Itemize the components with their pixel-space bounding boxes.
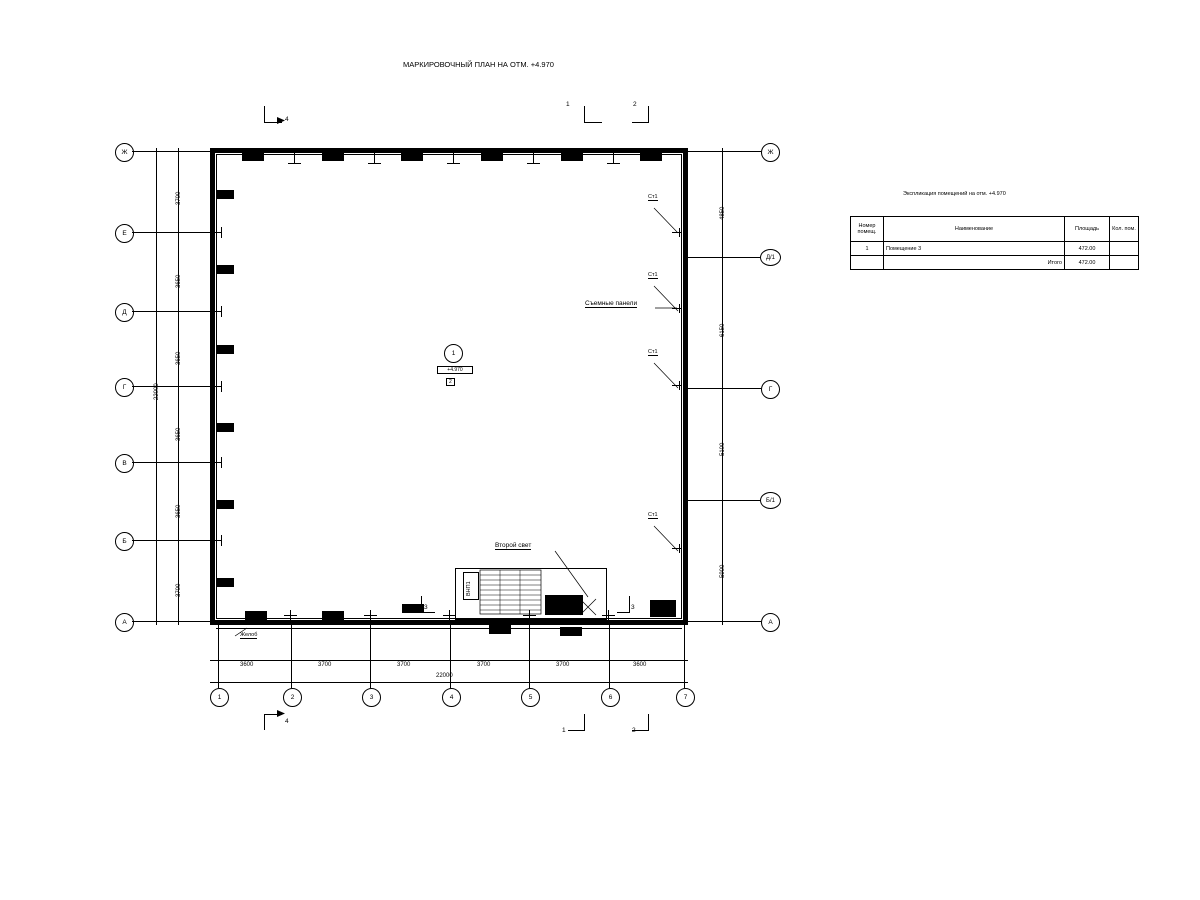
table-header-1: Наименование xyxy=(884,217,1065,242)
dim-left-5: 3700 xyxy=(176,583,182,597)
leader-removable-panels xyxy=(655,308,685,322)
axis-bubble-left-4: В xyxy=(115,454,134,473)
explication-table xyxy=(850,216,1139,270)
column-top-2 xyxy=(322,152,344,161)
column-left-4 xyxy=(216,423,234,432)
axis-bubble-left-0: Ж xyxy=(115,143,134,162)
axis-bubble-right-2: Г xyxy=(761,380,780,399)
column-top-3 xyxy=(401,152,423,161)
section-label-1-bottom: 1 xyxy=(562,727,566,734)
axis-bubble-right-0: Ж xyxy=(761,143,780,162)
table-cell-num: 1 xyxy=(851,242,884,256)
second-light-label: Второй свет xyxy=(495,542,532,549)
axis-bubble-right-1: Д/1 xyxy=(760,249,781,266)
axis-bubble-bottom-5: 6 xyxy=(601,688,620,707)
table-cell-count xyxy=(1110,242,1139,256)
dim-left-4: 3650 xyxy=(176,504,182,518)
stair-label: ВНП1 xyxy=(466,581,472,596)
table-header-row xyxy=(851,217,1139,242)
leader-st1-1 xyxy=(648,200,688,240)
column-top-5 xyxy=(561,152,583,161)
elevation-tag: +4.970 xyxy=(437,366,473,374)
dim-left-3: 3650 xyxy=(176,427,182,441)
wall-mark-st1-3: Ст1 xyxy=(648,349,658,355)
table-row xyxy=(851,256,1139,270)
dim-bottom-2: 3700 xyxy=(397,662,411,668)
dim-bottom-3: 3700 xyxy=(477,662,491,668)
section-label-4-bottom: 4 xyxy=(285,718,289,725)
wall-mark-st1-2: Ст1 xyxy=(648,272,658,278)
wall-mark-st1-1: Ст1 xyxy=(648,194,658,200)
room-number-tag xyxy=(444,344,463,363)
dim-bottom-5: 3600 xyxy=(633,662,647,668)
column-left-5 xyxy=(216,500,234,509)
dim-right-2: 5100 xyxy=(720,442,726,456)
section-label-1-top: 1 xyxy=(566,101,570,108)
column-left-2 xyxy=(216,265,234,274)
column-top-4 xyxy=(481,152,503,161)
gutter-label: Желоб xyxy=(240,632,258,638)
column-bottom-1 xyxy=(245,611,267,620)
column-bottom-4 xyxy=(489,625,511,634)
axis-bubble-bottom-6: 7 xyxy=(676,688,695,707)
dim-bottom-0: 3600 xyxy=(240,662,254,668)
table-row xyxy=(851,242,1139,256)
page-title: МАРКИРОВОЧНЫЙ ПЛАН НА ОТМ. +4.970 xyxy=(403,60,554,69)
table-cell-area: 472.00 xyxy=(1065,256,1110,270)
table-header-0: Номер помещ. xyxy=(851,217,884,242)
room-square-tag: 2 xyxy=(446,378,455,386)
stair-flight xyxy=(480,570,542,615)
axis-bubble-left-1: Е xyxy=(115,224,134,243)
column-bottom-6 xyxy=(650,600,676,617)
axis-bubble-bottom-2: 3 xyxy=(362,688,381,707)
dim-bottom-total: 22000 xyxy=(436,673,453,679)
axis-bubble-left-5: Б xyxy=(115,532,134,551)
axis-bubble-left-3: Г xyxy=(115,378,134,397)
axis-bubble-right-4: А xyxy=(761,613,780,632)
table-cell-name: Помещение 3 xyxy=(884,242,1065,256)
axis-bubble-left-6: А xyxy=(115,613,134,632)
dim-right-3: 5900 xyxy=(720,564,726,578)
column-left-1 xyxy=(216,190,234,199)
column-left-6 xyxy=(216,578,234,587)
table-caption: Экспликация помещений на отм. +4.970 xyxy=(903,191,1006,197)
axis-bubble-bottom-3: 4 xyxy=(442,688,461,707)
table-cell-count xyxy=(1110,256,1139,270)
section-label-3-left: 3 xyxy=(424,604,428,611)
axis-bubble-bottom-1: 2 xyxy=(283,688,302,707)
dim-right-0: 4850 xyxy=(720,206,726,220)
leader-st1-4 xyxy=(648,518,688,558)
table-cell-num xyxy=(851,256,884,270)
column-left-3 xyxy=(216,345,234,354)
table-cell-name: Итого xyxy=(884,256,1065,270)
dim-left-0: 3700 xyxy=(176,191,182,205)
removable-panels-label: Съемные панели xyxy=(585,300,638,307)
column-top-6 xyxy=(640,152,662,161)
dim-left-total: 22000 xyxy=(154,383,160,400)
wall-top xyxy=(210,148,688,153)
column-bottom-2 xyxy=(322,611,344,620)
section-label-2-bottom: 2 xyxy=(632,727,636,734)
table-header-2: Площадь xyxy=(1065,217,1110,242)
axis-bubble-left-2: Д xyxy=(115,303,134,322)
axis-bubble-bottom-4: 5 xyxy=(521,688,540,707)
section-label-3-right: 3 xyxy=(631,604,635,611)
leader-st1-3 xyxy=(648,355,688,395)
axis-bubble-bottom-0: 1 xyxy=(210,688,229,707)
table-cell-area: 472.00 xyxy=(1065,242,1110,256)
axis-bubble-right-3: Б/1 xyxy=(760,492,781,509)
section-label-2-top: 2 xyxy=(633,101,637,108)
room-number-value: 1 xyxy=(451,350,456,357)
dim-left-1: 3650 xyxy=(176,274,182,288)
section-label-4-top: 4 xyxy=(285,116,289,123)
dim-bottom-4: 3700 xyxy=(556,662,570,668)
dim-right-1: 6150 xyxy=(720,323,726,337)
table-header-3: Кол. пом. xyxy=(1110,217,1139,242)
leader-second-light xyxy=(555,549,605,601)
column-top-1 xyxy=(242,152,264,161)
dim-left-2: 3650 xyxy=(176,351,182,365)
dim-bottom-1: 3700 xyxy=(318,662,332,668)
wall-mark-st1-4: Ст1 xyxy=(648,512,658,518)
